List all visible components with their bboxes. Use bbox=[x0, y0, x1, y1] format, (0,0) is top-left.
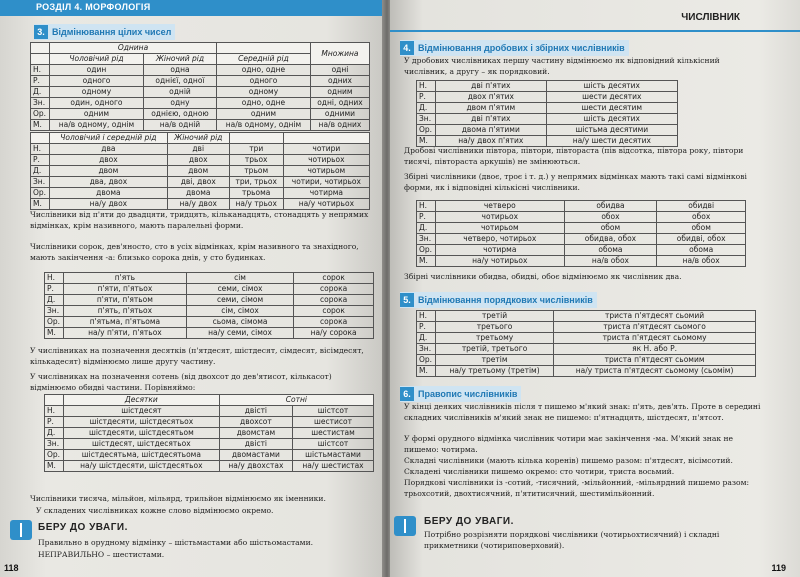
table-cell: обома bbox=[564, 245, 657, 256]
case-label: Р. bbox=[45, 284, 64, 295]
table-cell: трьома bbox=[229, 188, 283, 199]
table-row bbox=[45, 328, 374, 339]
section-title-text: Відмінювання дробових і збірних числівників bbox=[418, 43, 625, 53]
table-row bbox=[417, 125, 678, 136]
table-cell: п'ятьма, п'ятьома bbox=[64, 317, 187, 328]
table-cell: шістдесяти, шістдесятьох bbox=[64, 417, 220, 428]
table-cell: сорок bbox=[294, 273, 374, 284]
table-row bbox=[417, 333, 756, 344]
table-two-four bbox=[30, 132, 370, 210]
table-cell: дві bbox=[167, 144, 229, 155]
case-label: Д. bbox=[31, 87, 50, 98]
table-cell: третього bbox=[436, 322, 554, 333]
table-cell: однієї, одної bbox=[143, 76, 216, 87]
table-cell: одно, одне bbox=[217, 65, 311, 76]
table-cell: триста п'ятдесят сьомого bbox=[554, 322, 756, 333]
section-number-badge: 3. bbox=[34, 25, 48, 39]
case-label: Н. bbox=[417, 81, 436, 92]
table-row bbox=[45, 406, 374, 417]
table-cell: на/у трьох bbox=[229, 199, 283, 210]
table-cell: одна bbox=[143, 65, 216, 76]
section-title-text: Відмінювання порядкових числівників bbox=[418, 295, 593, 305]
table-row bbox=[31, 188, 370, 199]
case-label: М. bbox=[31, 199, 50, 210]
paragraph: Збірні числівники (двоє, троє і т. д.) у непрямих відмінках мають такі самі відмінкові форми, як і відповідні кількісні числівники. bbox=[404, 172, 747, 192]
paragraph: У числівниках на позначення десятків (п'ятдесят, шістдесят, сімдесят, вісімдесят, кількадесят) відмінюємо лише другу частину. bbox=[30, 346, 364, 366]
table-cell: одно, одне bbox=[217, 98, 311, 109]
table-cell: трьох bbox=[229, 155, 283, 166]
case-label: Р. bbox=[417, 92, 436, 103]
table-row bbox=[417, 212, 746, 223]
case-label: Р. bbox=[417, 322, 436, 333]
table-cell: четверо bbox=[436, 201, 565, 212]
table-cell: двом bbox=[167, 166, 229, 177]
case-label: Ор. bbox=[31, 188, 50, 199]
table-cell: сьома, сімома bbox=[186, 317, 293, 328]
right-header-text: ЧИСЛІВНИК bbox=[681, 12, 740, 23]
table-cell: двома bbox=[167, 188, 229, 199]
table-header: Сотні bbox=[219, 395, 373, 406]
table-cell: двомастами bbox=[219, 450, 292, 461]
table-cell: сорока bbox=[294, 295, 374, 306]
table-cell: шістдесятьма, шістдесятьома bbox=[64, 450, 220, 461]
table-cell: чотири bbox=[283, 144, 369, 155]
paragraph: У числівниках на позначення сотень (від двохсот до дев'ятисот, кількасот) відмінюємо обидві частини. Порівняймо: bbox=[30, 372, 332, 392]
table-cell: обом bbox=[657, 223, 746, 234]
paragraph: Порядкові числівники із -сотий, -тисячний, -мільйонний, -мільярдний пишемо разом: трьохсотий, двохтисячний, п'ятитисячний, шестимільйонний. bbox=[404, 478, 750, 498]
table-ordinal bbox=[416, 310, 756, 377]
table-cell: на/у двох bbox=[167, 199, 229, 210]
paragraph: У кінці деяких числівників після т пишемо м'який знак: п'ять, дев'ять. Проте в середині складних числівників м'який знак не пишемо: п'ятнадцять, шістдесят, п'ятсот. bbox=[404, 402, 761, 422]
table-cell: чотирма bbox=[436, 245, 565, 256]
left-running-header bbox=[0, 0, 384, 16]
section-4-title bbox=[400, 40, 629, 56]
table-row bbox=[45, 273, 374, 284]
table-cell: шістдесят, шістдесятьох bbox=[64, 439, 220, 450]
table-cell: одними bbox=[310, 109, 369, 120]
table-cell: обом bbox=[564, 223, 657, 234]
table-cell: сорока bbox=[294, 284, 374, 295]
case-label: Н. bbox=[31, 144, 50, 155]
table-row bbox=[45, 439, 374, 450]
paragraph: У формі орудного відмінка числівник чотири має закінчення -ма. М'який знак не пишемо: чотирма. bbox=[404, 434, 734, 454]
table-cell: два bbox=[50, 144, 168, 155]
table-cell: двома bbox=[50, 188, 168, 199]
section-number-badge: 5. bbox=[400, 293, 414, 307]
table-cell: чотири, чотирьох bbox=[283, 177, 369, 188]
table-row bbox=[45, 450, 374, 461]
table-cell: на/у п'яти, п'ятьох bbox=[64, 328, 187, 339]
case-label: Ор. bbox=[417, 245, 436, 256]
table-cell: на/у сорока bbox=[294, 328, 374, 339]
table-cell: три, трьох bbox=[229, 177, 283, 188]
table-cell: шістсот bbox=[293, 406, 374, 417]
table-cell: на/в одних bbox=[310, 120, 369, 131]
table-header: Середній рід bbox=[217, 54, 311, 65]
note-line: Потрібно розрізняти порядкові числівники (чотирьохтисячний) і складні прикметники (чотириповерховий). bbox=[424, 530, 720, 550]
table-cell: одному bbox=[50, 87, 144, 98]
case-label: М. bbox=[417, 136, 436, 147]
table-cell: одній bbox=[143, 87, 216, 98]
table-cell: на/у шести десятих bbox=[546, 136, 677, 147]
table-cell: двома п'ятими bbox=[436, 125, 547, 136]
table-cell: одним bbox=[50, 109, 144, 120]
case-label: М. bbox=[45, 461, 64, 472]
case-label: Зн. bbox=[45, 439, 64, 450]
table-cell: на/у третьому (третім) bbox=[436, 366, 554, 377]
case-label: Д. bbox=[417, 103, 436, 114]
case-label: Р. bbox=[31, 155, 50, 166]
right-page bbox=[390, 0, 800, 577]
section-title-text: Правопис числівників bbox=[418, 389, 518, 399]
table-cell: двох п'ятих bbox=[436, 92, 547, 103]
table-header: Чоловічий рід bbox=[50, 54, 144, 65]
section-number-badge: 4. bbox=[400, 41, 414, 55]
case-label: М. bbox=[31, 120, 50, 131]
table-cell: обох bbox=[657, 212, 746, 223]
table-cell: чотирьом bbox=[283, 166, 369, 177]
paragraph: Числівники сорок, дев'яносто, сто в усіх відмінках, крім називного та знахідного, мають закінчення -а: близько сорока днів, у сто будинках. bbox=[30, 242, 359, 262]
table-cell: двісті bbox=[219, 439, 292, 450]
case-label: Зн. bbox=[417, 344, 436, 355]
table-fractions bbox=[416, 80, 678, 147]
table-row bbox=[417, 81, 678, 92]
table-cell: один, одного bbox=[50, 98, 144, 109]
table-cell: один bbox=[50, 65, 144, 76]
case-label: Зн. bbox=[31, 98, 50, 109]
table-row bbox=[417, 92, 678, 103]
paragraph: Збірні числівники обидва, обидві, обоє відмінюємо як числівник два. bbox=[404, 272, 682, 281]
note-line: НЕПРАВИЛЬНО – шестистами. bbox=[38, 550, 165, 559]
table-cell: на/у триста п'ятдесят сьомому (сьомім) bbox=[554, 366, 756, 377]
table-header: Множина bbox=[310, 43, 369, 65]
table-cell: шести десятим bbox=[546, 103, 677, 114]
remember-heading: БЕРУ ДО УВАГИ. bbox=[38, 522, 128, 533]
table-cell: шістьмастами bbox=[293, 450, 374, 461]
table-cell: дві, двох bbox=[167, 177, 229, 188]
table-cell: двісті bbox=[219, 406, 292, 417]
table-cell: шістьма десятими bbox=[546, 125, 677, 136]
case-label: Ор. bbox=[417, 355, 436, 366]
table-cell: дві п'ятих bbox=[436, 114, 547, 125]
table-cell: одних bbox=[310, 76, 369, 87]
table-row bbox=[31, 87, 370, 98]
table-one bbox=[30, 42, 370, 131]
table-row bbox=[417, 103, 678, 114]
table-cell: двохсот bbox=[219, 417, 292, 428]
table-cell: шість десятих bbox=[546, 81, 677, 92]
left-header-text: РОЗДІЛ 4. МОРФОЛОГІЯ bbox=[36, 2, 151, 12]
case-label: Д. bbox=[31, 166, 50, 177]
table-row bbox=[31, 65, 370, 76]
table-row bbox=[417, 366, 756, 377]
table-cell: обидві, обох bbox=[657, 234, 746, 245]
case-label: Зн. bbox=[45, 306, 64, 317]
book-icon bbox=[394, 516, 416, 536]
table-cell: двом п'ятим bbox=[436, 103, 547, 114]
table-cell: п'ять bbox=[64, 273, 187, 284]
table-tens-hundreds bbox=[44, 394, 374, 472]
case-label: Н. bbox=[31, 65, 50, 76]
case-label: Н. bbox=[45, 273, 64, 284]
table-cell: на/у шестистах bbox=[293, 461, 374, 472]
table-cell: на/у двох bbox=[50, 199, 168, 210]
section-number-badge: 6. bbox=[400, 387, 414, 401]
table-cell: на/в обох bbox=[657, 256, 746, 267]
table-row bbox=[417, 223, 746, 234]
table-cell: трьом bbox=[229, 166, 283, 177]
case-label: М. bbox=[45, 328, 64, 339]
table-cell: шістсот bbox=[293, 439, 374, 450]
case-label: Д. bbox=[417, 223, 436, 234]
table-row bbox=[417, 245, 746, 256]
table-row bbox=[417, 311, 756, 322]
table-row bbox=[417, 256, 746, 267]
table-row bbox=[31, 109, 370, 120]
table-cell: двох bbox=[167, 155, 229, 166]
table-cell: сорок bbox=[294, 306, 374, 317]
case-label: Р. bbox=[45, 417, 64, 428]
case-label: М. bbox=[417, 366, 436, 377]
table-cell: триста п'ятдесят сьомий bbox=[554, 311, 756, 322]
table-cell: двомстам bbox=[219, 428, 292, 439]
case-label: Ор. bbox=[417, 125, 436, 136]
table-cell: на/в одному, однім bbox=[217, 120, 311, 131]
case-label: Зн. bbox=[417, 114, 436, 125]
table-cell: на/у чотирьох bbox=[283, 199, 369, 210]
page-number: 119 bbox=[771, 563, 786, 573]
table-row bbox=[45, 417, 374, 428]
table-cell: двох bbox=[50, 155, 168, 166]
table-cell: чотирма bbox=[283, 188, 369, 199]
paragraph: У дробових числівниках першу частину відмінюємо як відповідний кількісний числівник, а другу – як порядковий. bbox=[404, 56, 720, 76]
table-row bbox=[31, 199, 370, 210]
table-cell: обома bbox=[657, 245, 746, 256]
table-cell: одним bbox=[310, 87, 369, 98]
table-cell: п'ять, п'ятьох bbox=[64, 306, 187, 317]
case-label: Д. bbox=[45, 428, 64, 439]
table-cell: шістдесяти, шістдесятьом bbox=[64, 428, 220, 439]
table-cell: триста п'ятдесят сьомому bbox=[554, 333, 756, 344]
table-cell: чотирьох bbox=[283, 155, 369, 166]
table-cell: обидва, обох bbox=[564, 234, 657, 245]
table-cell: триста п'ятдесят сьомим bbox=[554, 355, 756, 366]
table-cell: чотирьом bbox=[436, 223, 565, 234]
left-page bbox=[0, 0, 384, 577]
table-cell: на/у двох п'ятих bbox=[436, 136, 547, 147]
table-cell: п'яти, п'ятьох bbox=[64, 284, 187, 295]
case-label: Р. bbox=[31, 76, 50, 87]
table-header: Чоловічий і середній рід bbox=[50, 133, 168, 144]
table-cell: як Н. або Р. bbox=[554, 344, 756, 355]
table-cell: на/в одній bbox=[143, 120, 216, 131]
case-label: Ор. bbox=[45, 450, 64, 461]
table-row bbox=[45, 428, 374, 439]
table-row bbox=[31, 98, 370, 109]
table-cell: третім bbox=[436, 355, 554, 366]
table-cell: шестистам bbox=[293, 428, 374, 439]
table-cell: обидва bbox=[564, 201, 657, 212]
table-cell: сім bbox=[186, 273, 293, 284]
table-row bbox=[417, 355, 756, 366]
table-cell: шість десятих bbox=[546, 114, 677, 125]
table-row bbox=[45, 306, 374, 317]
table-header: Десятки bbox=[64, 395, 220, 406]
table-cell: семи, сімом bbox=[186, 295, 293, 306]
case-label: Д. bbox=[45, 295, 64, 306]
table-cell: одну bbox=[143, 98, 216, 109]
table-cell: два, двох bbox=[50, 177, 168, 188]
table-cell: обидві bbox=[657, 201, 746, 212]
table-cell: одного bbox=[50, 76, 144, 87]
table-cell: одні bbox=[310, 65, 369, 76]
paragraph: Дробові числівники півтора, півтори, півтораста (пів відсотка, півтора року, півтори тисячі, півтораста аркушів) не змінюються. bbox=[404, 146, 744, 166]
table-row bbox=[31, 155, 370, 166]
table-cell: четверо, чотирьох bbox=[436, 234, 565, 245]
table-cell: шестисот bbox=[293, 417, 374, 428]
table-cell: обох bbox=[564, 212, 657, 223]
table-row bbox=[45, 295, 374, 306]
paragraph: У складених числівниках кожне слово відмінюємо окремо. bbox=[36, 506, 274, 515]
table-cell: на/в одному, однім bbox=[50, 120, 144, 131]
page-number: 118 bbox=[4, 563, 19, 573]
table-five-seven-forty bbox=[44, 272, 374, 339]
case-label: Н. bbox=[417, 311, 436, 322]
table-cell: одного bbox=[217, 76, 311, 87]
table-cell: шістдесят bbox=[64, 406, 220, 417]
table-cell: сорока bbox=[294, 317, 374, 328]
table-cell: одні, одних bbox=[310, 98, 369, 109]
note-line: Правильно в орудному відмінку – шістьмастами або шістьомастами. bbox=[38, 538, 314, 547]
case-label: Р. bbox=[417, 212, 436, 223]
table-cell: третій bbox=[436, 311, 554, 322]
table-cell: сім, сімох bbox=[186, 306, 293, 317]
table-row bbox=[31, 144, 370, 155]
case-label: Ор. bbox=[45, 317, 64, 328]
table-row bbox=[31, 120, 370, 131]
case-label: М. bbox=[417, 256, 436, 267]
table-row bbox=[45, 461, 374, 472]
table-cell: на/у чотирьох bbox=[436, 256, 565, 267]
table-cell: чотирьох bbox=[436, 212, 565, 223]
table-cell: на/в обох bbox=[564, 256, 657, 267]
table-row bbox=[45, 284, 374, 295]
table-header: Жіночий рід bbox=[167, 133, 229, 144]
case-label: Н. bbox=[45, 406, 64, 417]
table-cell: три bbox=[229, 144, 283, 155]
case-label: Зн. bbox=[31, 177, 50, 188]
table-row bbox=[417, 234, 746, 245]
table-row bbox=[31, 177, 370, 188]
book-icon bbox=[10, 520, 32, 540]
table-row bbox=[417, 201, 746, 212]
section-6-title bbox=[400, 386, 521, 402]
table-cell: третьому bbox=[436, 333, 554, 344]
section-3-title bbox=[34, 24, 175, 40]
remember-heading: БЕРУ ДО УВАГИ. bbox=[424, 516, 514, 527]
paragraph: Числівники від п'яти до двадцяти, тридцять, кільканадцять, стонадцять у непрямих відмінках, крім називного, мають паралельні форми. bbox=[30, 210, 369, 230]
section-title-text: Відмінювання цілих чисел bbox=[52, 27, 172, 37]
table-cell: на/у семи, сімох bbox=[186, 328, 293, 339]
table-cell: п'яти, п'ятьом bbox=[64, 295, 187, 306]
table-cell: одному bbox=[217, 87, 311, 98]
table-cell: однією, одною bbox=[143, 109, 216, 120]
table-cell: семи, сімох bbox=[186, 284, 293, 295]
table-row bbox=[31, 76, 370, 87]
case-label: Зн. bbox=[417, 234, 436, 245]
table-row bbox=[417, 114, 678, 125]
table-row bbox=[31, 166, 370, 177]
table-cell: третій, третього bbox=[436, 344, 554, 355]
table-cell: шести десятих bbox=[546, 92, 677, 103]
table-collective bbox=[416, 200, 746, 267]
table-cell: на/у шістдесяти, шістдесятьох bbox=[64, 461, 220, 472]
table-cell: двом bbox=[50, 166, 168, 177]
case-label: Н. bbox=[417, 201, 436, 212]
table-row bbox=[417, 344, 756, 355]
paragraph: Складні числівники (мають кілька коренів) пишемо разом: п'ятдесят, вісімсотий. bbox=[404, 456, 733, 465]
table-cell: одним bbox=[217, 109, 311, 120]
right-running-header bbox=[390, 8, 800, 32]
paragraph: Складені числівники пишемо окремо: сто чотири, триста восьмий. bbox=[404, 467, 675, 476]
paragraph: Числівники тисяча, мільйон, мільярд, трильйон відмінюємо як іменники. bbox=[30, 494, 326, 503]
table-cell: на/у двохстах bbox=[219, 461, 292, 472]
case-label: Д. bbox=[417, 333, 436, 344]
table-cell: дві п'ятих bbox=[436, 81, 547, 92]
table-header: Жіночий рід bbox=[143, 54, 216, 65]
table-row bbox=[45, 317, 374, 328]
table-row bbox=[417, 322, 756, 333]
case-label: Ор. bbox=[31, 109, 50, 120]
table-header: Однина bbox=[50, 43, 217, 54]
table-row bbox=[417, 136, 678, 147]
section-5-title bbox=[400, 292, 597, 308]
